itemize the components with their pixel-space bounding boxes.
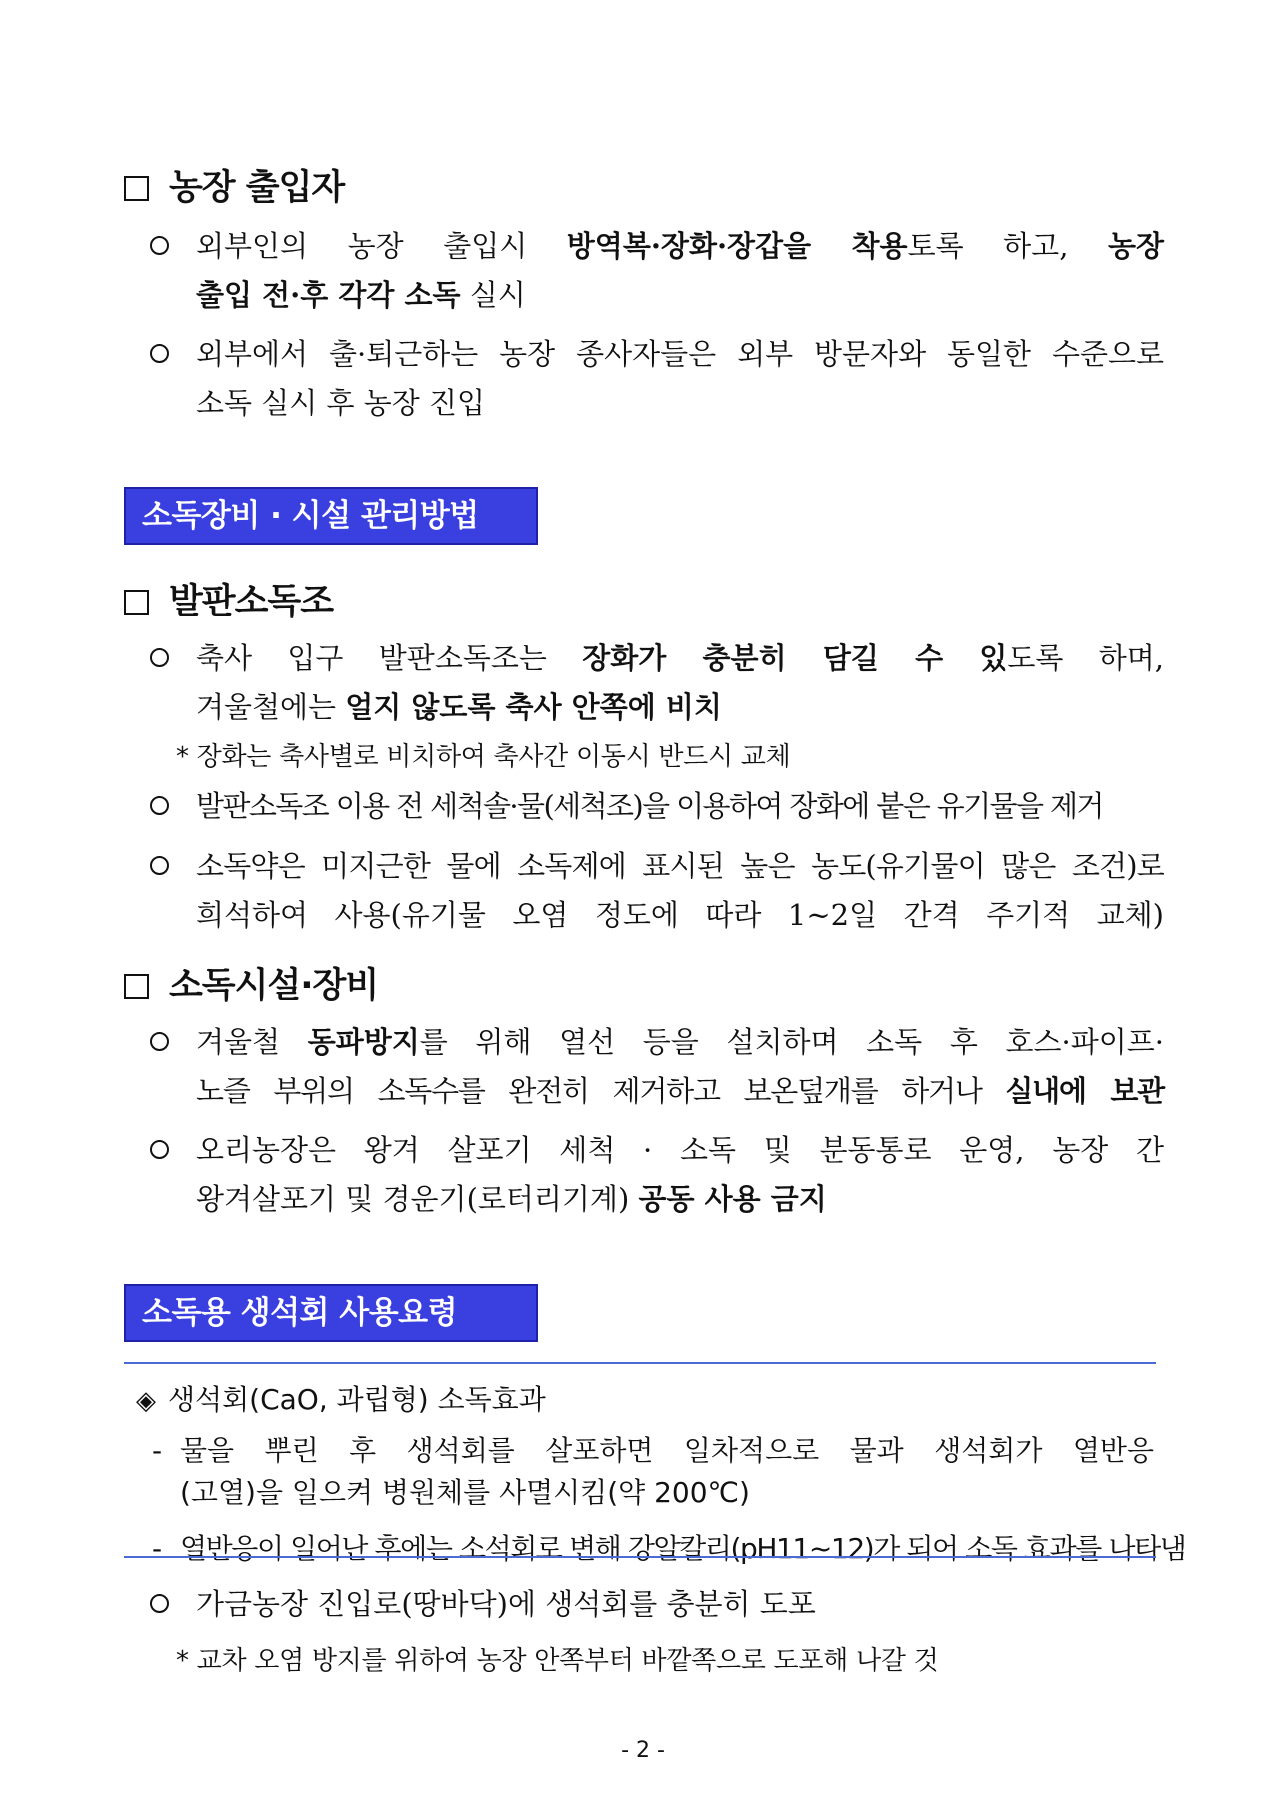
page-number: - 2 - <box>621 1738 665 1763</box>
bullet-line: 외부인의 농장 출입시 방역복·장화·장갑을 착용토록 하고, 농장 <box>196 229 1164 263</box>
note-boots-per-barn: * 장화는 축사별로 비치하여 축사간 이동시 반드시 교체 <box>176 742 791 772</box>
bullet-line: 왕겨살포기 및 경운기(로터리기계) 공동 사용 금지 <box>196 1182 827 1216</box>
bullet-line: 오리농장은 왕겨 살포기 세척 · 소독 및 분동통로 운영, 농장 간 <box>196 1133 1164 1167</box>
bullet-line: 소독 실시 후 농장 진입 <box>196 386 485 420</box>
dash-item-heat-reaction <box>152 1430 1154 1514</box>
bullet-line: 겨울철 동파방지를 위해 열선 등을 설치하며 소독 후 호스·파이프· <box>196 1025 1165 1059</box>
bullet-farm-worker-disinfection <box>150 330 1164 428</box>
bullet-farm-visitor-attire <box>150 222 1164 320</box>
dash-bullet: - <box>152 1434 163 1467</box>
checkbox-square-icon <box>124 974 149 999</box>
banner-equipment-management: 소독장비 · 시설 관리방법 <box>124 487 538 545</box>
checkbox-square-icon <box>124 590 149 615</box>
circle-bullet-icon <box>150 856 169 875</box>
banner-quicklime-usage: 소독용 생석회 사용요령 <box>124 1284 538 1342</box>
bullet-quicklime-entrance <box>150 1580 1164 1629</box>
circle-bullet-icon <box>150 796 169 815</box>
bullet-line: 겨울철에는 얼지 않도록 축사 안쪽에 비치 <box>196 690 722 724</box>
dash-line: 열반응이 일어난 후에는 소석회로 변해 강알칼리(pH11~12)가 되어 소독 효과를 나타냄 <box>180 1532 1186 1565</box>
divider-top <box>124 1362 1156 1364</box>
diamond-bullet-icon: ◈ <box>136 1386 156 1416</box>
note-cross-contamination: * 교차 오염 방지를 위하여 농장 안쪽부터 바깥쪽으로 도포해 나갈 것 <box>176 1646 939 1676</box>
circle-bullet-icon <box>150 344 169 363</box>
bullet-line: 발판소독조 이용 전 세척솔·물(세척조)을 이용하여 장화에 붙은 유기물을 제거 <box>196 789 1103 823</box>
circle-bullet-icon <box>150 1140 169 1159</box>
bullet-line: 가금농장 진입로(땅바닥)에 생석회를 충분히 도포 <box>196 1587 816 1621</box>
section-heading-facilities: 소독시설·장비 <box>124 958 378 1008</box>
checkbox-square-icon <box>124 176 149 201</box>
bullet-line: 희석하여 사용(유기물 오염 정도에 따라 1~2일 간격 주기적 교체) <box>196 898 1164 932</box>
bullet-disinfectant-dilution <box>150 842 1164 940</box>
bullet-line: 소독약은 미지근한 물에 소독제에 표시된 높은 농도(유기물이 많은 조건)로 <box>196 849 1164 883</box>
bullet-line: 출입 전·후 각각 소독 실시 <box>196 278 526 312</box>
bullet-footbath-placement <box>150 634 1164 732</box>
dash-line: 물을 뿌린 후 생석회를 살포하면 일차적으로 물과 생석회가 열반응 <box>180 1434 1154 1467</box>
circle-bullet-icon <box>150 648 169 667</box>
quicklime-title: ◈ 생석회(CaO, 과립형) 소독효과 <box>136 1383 546 1416</box>
circle-bullet-icon <box>150 1594 169 1613</box>
circle-bullet-icon <box>150 236 169 255</box>
dash-line: (고열)을 일으켜 병원체를 사멸시킴(약 200℃) <box>180 1476 750 1509</box>
circle-bullet-icon <box>150 1032 169 1051</box>
divider-bottom <box>124 1556 1156 1558</box>
bullet-freeze-prevention <box>150 1018 1164 1116</box>
bullet-line: 축사 입구 발판소독조는 장화가 충분히 담길 수 있도록 하며, <box>196 641 1165 675</box>
bullet-footbath-cleaning <box>150 782 1164 831</box>
dash-bullet: - <box>152 1532 161 1565</box>
section-heading-farm-visitors: 농장 출입자 <box>124 160 344 210</box>
section-heading-footbath: 발판소독조 <box>124 574 333 624</box>
bullet-line: 외부에서 출·퇴근하는 농장 종사자들은 외부 방문자와 동일한 수준으로 <box>196 337 1164 371</box>
bullet-duck-farm-equipment <box>150 1126 1164 1224</box>
dash-item-alkali-effect <box>152 1528 1186 1570</box>
bullet-line: 노즐 부위의 소독수를 완전히 제거하고 보온덮개를 하거나 실내에 보관 <box>196 1074 1164 1108</box>
